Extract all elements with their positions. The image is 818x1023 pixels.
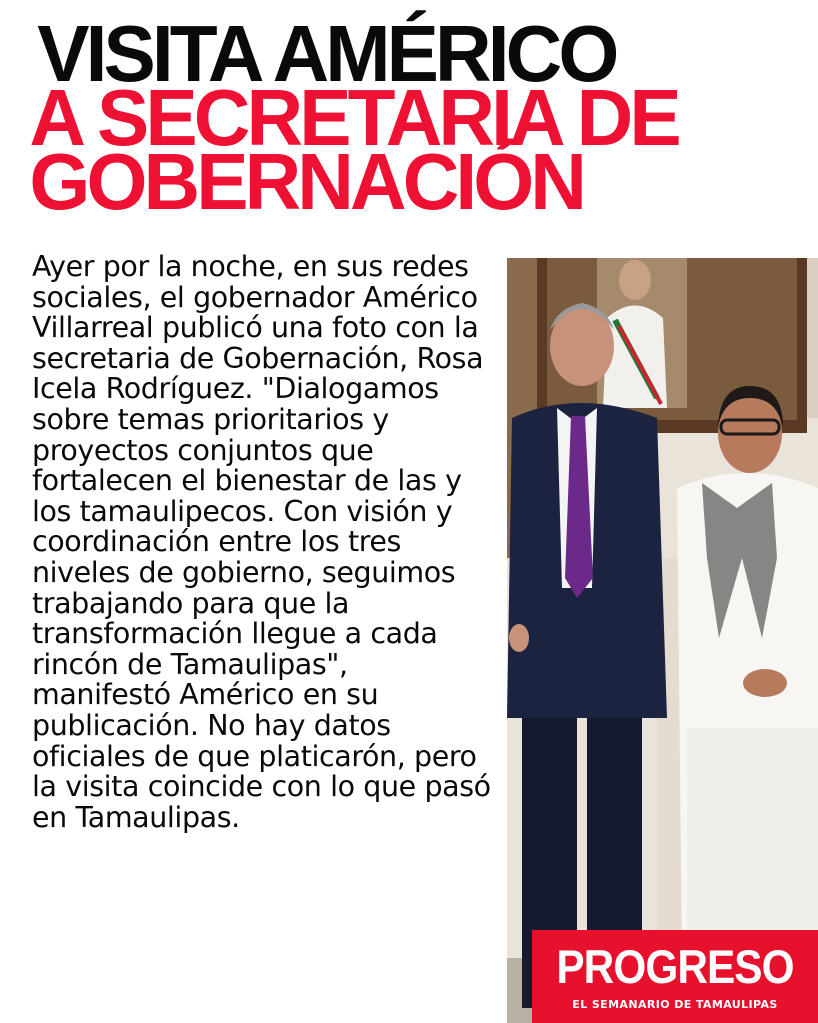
brand-logo: [532, 930, 818, 1023]
article-body: Ayer por la noche, en sus redes sociales, el gobernador Américo Villarreal publicó una foto con la secretaria de Gobernación, Rosa Icela Rodríguez. "Dialogamos sobre temas prioritarios y proyectos conjuntos que fortalecen el bienestar de las y los tamaulipecos. Con visión y coordinación entre los tres niveles de gobierno, seguimos trabajando para que la transformación llegue a cada rincón de Tamaulipas", manifestó Américo en su publicación. No hay datos oficiales de que platicarón, pero la visita coincide con lo que pasó en Tamaulipas.: [32, 250, 491, 834]
brand-name: PROGRESO: [556, 940, 794, 993]
headline-line-2: A SECRETARIA DE: [29, 73, 678, 162]
headline: [0, 9, 802, 226]
brand-tagline: EL SEMANARIO DE TAMAULIPAS: [572, 998, 778, 1011]
news-photo: [507, 258, 818, 1023]
headline-line-3: GOBERNACIÓN: [29, 137, 584, 226]
photo-illustration: [507, 258, 818, 1023]
headline-line-1: VISITA AMÉRICO: [37, 9, 616, 98]
